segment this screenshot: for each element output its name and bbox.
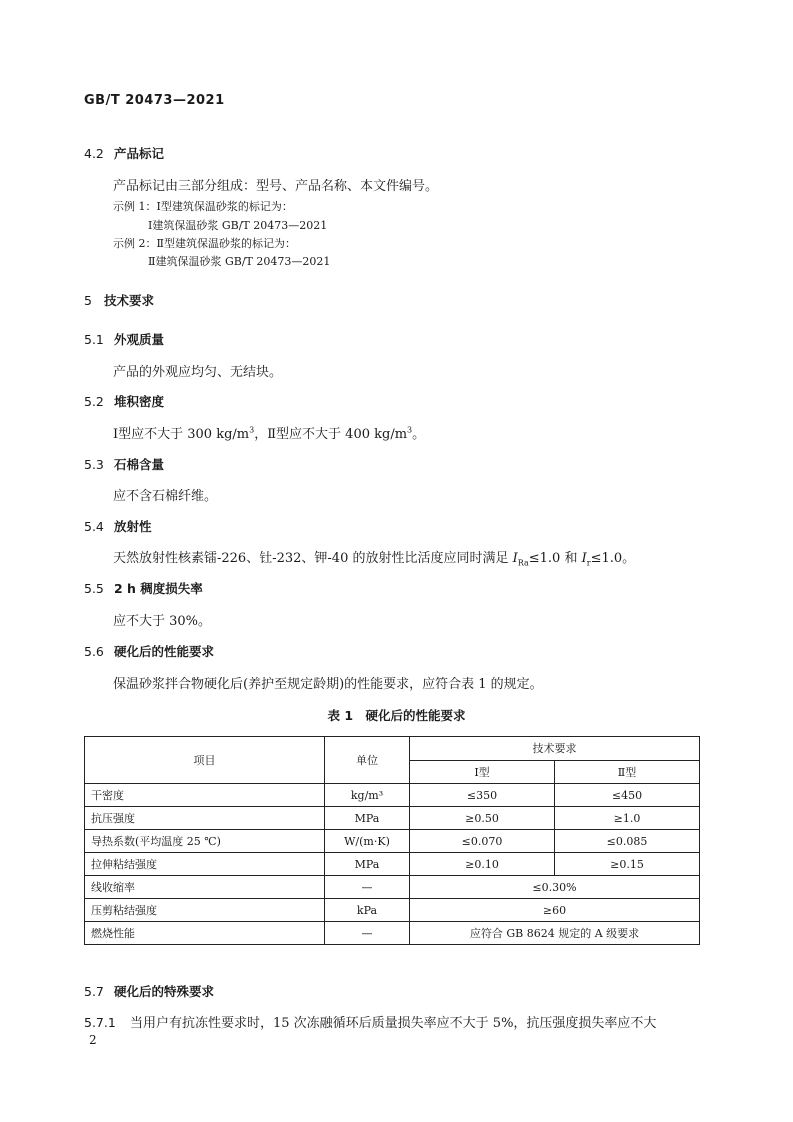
heading-5-6 (84, 642, 214, 660)
text-part: Ⅰ型应不大于 300 kg/m (113, 427, 250, 442)
table-row (85, 899, 700, 922)
cell-unit: — (325, 876, 410, 899)
superscript: 3 (249, 425, 255, 435)
cell-type-1: ≤0.070 (410, 830, 555, 853)
heading-5-3 (84, 455, 164, 473)
section-title: 硬化后的性能要求 (114, 644, 215, 659)
para-5-4 (113, 547, 635, 568)
example-1-value: Ⅰ建筑保温砂浆 GB/T 20473—2021 (148, 219, 328, 232)
header-type-2: Ⅱ型 (555, 760, 700, 784)
cell-unit: kPa (325, 899, 410, 922)
table-row (85, 853, 700, 876)
heading-5-4 (84, 517, 152, 535)
section-title: 放射性 (114, 519, 152, 534)
cell-item: 拉伸粘结强度 (85, 853, 325, 876)
para-5-3: 应不含石棉纤维。 (113, 489, 218, 504)
section-number: 5.2 (84, 394, 104, 409)
table-row (85, 807, 700, 830)
table-caption: 表 1 硬化后的性能要求 (327, 708, 466, 723)
cell-value: 应符合 GB 8624 规定的 A 级要求 (410, 922, 700, 945)
example-2-label: 示例 2：Ⅱ型建筑保温砂浆的标记为： (113, 237, 296, 250)
heading-5-2 (84, 392, 164, 410)
cell-unit: MPa (325, 853, 410, 876)
heading-5-1 (84, 330, 164, 348)
table-row (85, 830, 700, 853)
cell-unit: MPa (325, 807, 410, 830)
para-5-6: 保温砂浆拌合物硬化后(养护至规定龄期)的性能要求，应符合表 1 的规定。 (113, 677, 543, 692)
text-part: 天然放射性核素镭-226、钍-232、钾-40 的放射性比活度应同时满足 (113, 551, 513, 566)
cell-item: 压剪粘结强度 (85, 899, 325, 922)
superscript: 3 (407, 425, 413, 435)
section-title: 石棉含量 (114, 457, 165, 472)
cell-item: 燃烧性能 (85, 922, 325, 945)
text-part: ，Ⅱ型应不大于 400 kg/m (254, 427, 408, 442)
subscript: r (586, 558, 591, 568)
section-title: 技术要求 (104, 293, 155, 308)
section-title: 2 h 稠度损失率 (114, 581, 203, 596)
cell-unit: kg/m³ (325, 784, 410, 807)
cell-type-1: ≤350 (410, 784, 555, 807)
para-5-2 (113, 423, 425, 442)
table-row (85, 784, 700, 807)
section-title: 外观质量 (114, 332, 165, 347)
cell-type-1: ≥0.50 (410, 807, 555, 830)
cell-unit: — (325, 922, 410, 945)
cell-type-2: ≤0.085 (555, 830, 700, 853)
cell-type-2: ≤450 (555, 784, 700, 807)
subscript: Ra (517, 558, 529, 568)
cell-type-2: ≥0.15 (555, 853, 700, 876)
section-number: 5 (84, 293, 92, 308)
section-number: 5.4 (84, 519, 104, 534)
symbol: I (512, 551, 518, 566)
section-number: 5.5 (84, 581, 104, 596)
header-item: 项目 (85, 737, 325, 784)
section-number: 5.7 (84, 984, 104, 999)
symbol: I (581, 551, 587, 566)
cell-type-1: ≥0.10 (410, 853, 555, 876)
section-text: 当用户有抗冻性要求时，15 次冻融循环后质量损失率应不大于 5%，抗压强度损失率应不大 (130, 1016, 657, 1031)
section-number: 4.2 (84, 146, 104, 161)
cell-unit: W/(m·K) (325, 830, 410, 853)
table-header-row (85, 737, 700, 761)
heading-5-5 (84, 579, 203, 597)
cell-value: ≤0.30% (410, 876, 700, 899)
table-row (85, 922, 700, 945)
para-4-2: 产品标记由三部分组成：型号、产品名称、本文件编号。 (113, 179, 439, 194)
section-number: 5.1 (84, 332, 104, 347)
page-number: 2 (89, 1033, 97, 1047)
performance-table (84, 736, 700, 945)
section-title: 堆积密度 (114, 394, 165, 409)
example-1-label: 示例 1：Ⅰ型建筑保温砂浆的标记为： (113, 200, 293, 213)
standard-number: GB/T 20473—2021 (84, 93, 225, 108)
heading-4-2 (84, 144, 164, 162)
header-unit: 单位 (325, 737, 410, 784)
table-row (85, 876, 700, 899)
text-part: ≤1.0 和 (528, 551, 582, 566)
cell-value: ≥60 (410, 899, 700, 922)
text-part: 。 (412, 427, 426, 442)
section-number: 5.6 (84, 644, 104, 659)
cell-item: 干密度 (85, 784, 325, 807)
para-5-5: 应不大于 30%。 (113, 614, 212, 629)
heading-5 (84, 291, 154, 309)
section-number: 5.7.1 (84, 1015, 116, 1030)
cell-type-2: ≥1.0 (555, 807, 700, 830)
cell-item: 抗压强度 (85, 807, 325, 830)
section-title: 产品标记 (114, 146, 165, 161)
para-5-7-1 (84, 1012, 656, 1031)
heading-5-7 (84, 982, 214, 1000)
section-title: 硬化后的特殊要求 (114, 984, 215, 999)
header-type-1: Ⅰ型 (410, 760, 555, 784)
cell-item: 线收缩率 (85, 876, 325, 899)
section-number: 5.3 (84, 457, 104, 472)
cell-item: 导热系数(平均温度 25 ℃) (85, 830, 325, 853)
header-requirement: 技术要求 (410, 737, 700, 761)
text-part: ≤1.0。 (590, 551, 636, 566)
para-5-1: 产品的外观应均匀、无结块。 (113, 365, 283, 380)
example-2-value: Ⅱ建筑保温砂浆 GB/T 20473—2021 (148, 255, 331, 268)
